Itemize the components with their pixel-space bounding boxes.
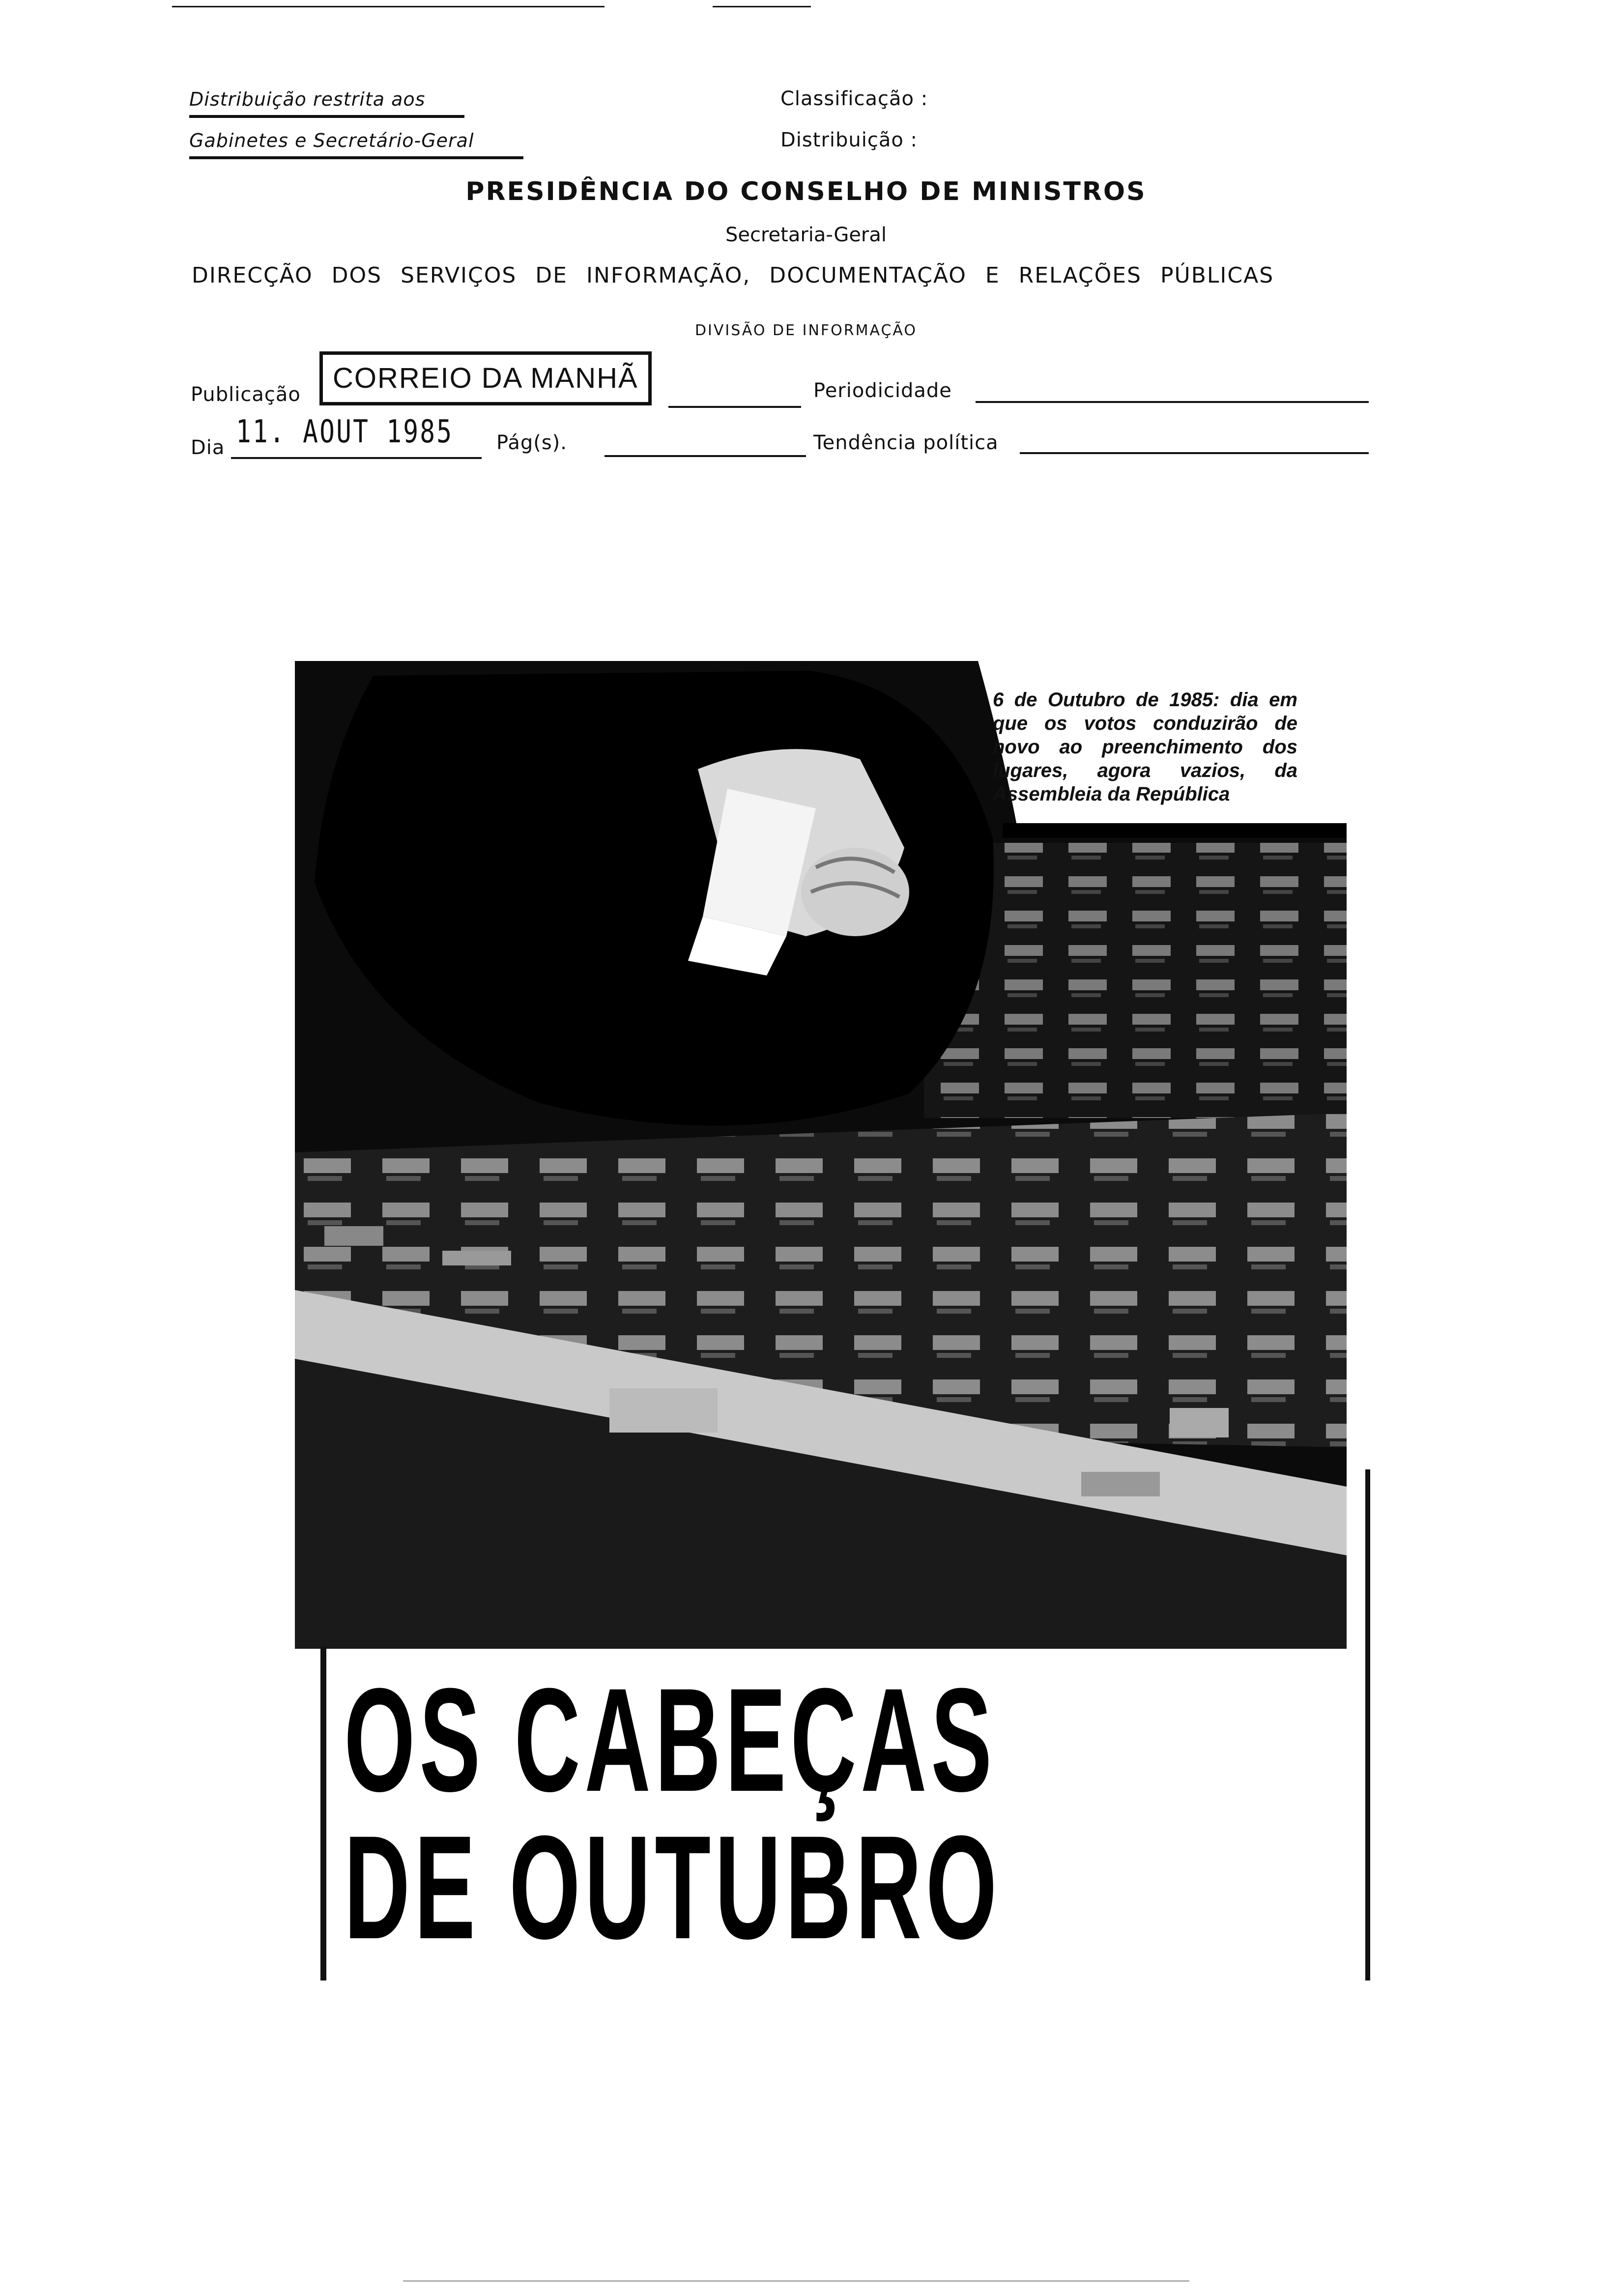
secretariat-title: Secretaria-Geral xyxy=(725,224,887,246)
scan-line xyxy=(713,6,811,7)
scan-line xyxy=(403,2280,1189,2282)
classification-label: Classificação : xyxy=(780,87,928,110)
date-stamp: 11. AOUT 1985 xyxy=(236,414,454,450)
fill-line xyxy=(231,457,482,459)
presidency-title: PRESIDÊNCIA DO CONSELHO DE MINISTROS xyxy=(465,177,1147,206)
column-rule xyxy=(320,1646,326,1980)
division-title: DIVISÃO DE INFORMAÇÃO xyxy=(694,322,918,339)
fill-line xyxy=(668,406,801,408)
photo-caption: 6 de Outubro de 1985: dia em que os votos conduzirão de novo ao preenchimento dos lugares, agora vazios, da Assembleia da República xyxy=(993,689,1297,805)
underline xyxy=(189,156,523,159)
fill-line xyxy=(604,455,806,457)
underline xyxy=(189,115,464,118)
distribution-label: Distribuição : xyxy=(780,129,918,151)
publication-label: Publicação xyxy=(191,383,301,406)
publication-stamp: CORREIO DA MANHÃ xyxy=(319,351,652,405)
restricted-note-line1: Distribuição restrita aos xyxy=(189,88,426,110)
political-tendency-label: Tendência política xyxy=(813,431,999,454)
restricted-note-line2: Gabinetes e Secretário-Geral xyxy=(189,130,474,151)
directorate-title: DIRECÇÃO DOS SERVIÇOS DE INFORMAÇÃO, DOCUMENTAÇÃO E RELAÇÕES PÚBLICAS xyxy=(192,263,1274,288)
headline-line1: OS CABEÇAS xyxy=(344,1657,996,1822)
periodicity-label: Periodicidade xyxy=(813,379,952,402)
fill-line xyxy=(976,401,1369,403)
news-photo xyxy=(295,661,1347,1649)
column-rule xyxy=(1365,1469,1370,1980)
pages-label: Pág(s). xyxy=(496,431,567,454)
day-label: Dia xyxy=(191,436,225,459)
fill-line xyxy=(1020,452,1369,454)
headline-line2: DE OUTUBRO xyxy=(344,1805,1002,1970)
scan-line xyxy=(172,6,604,7)
